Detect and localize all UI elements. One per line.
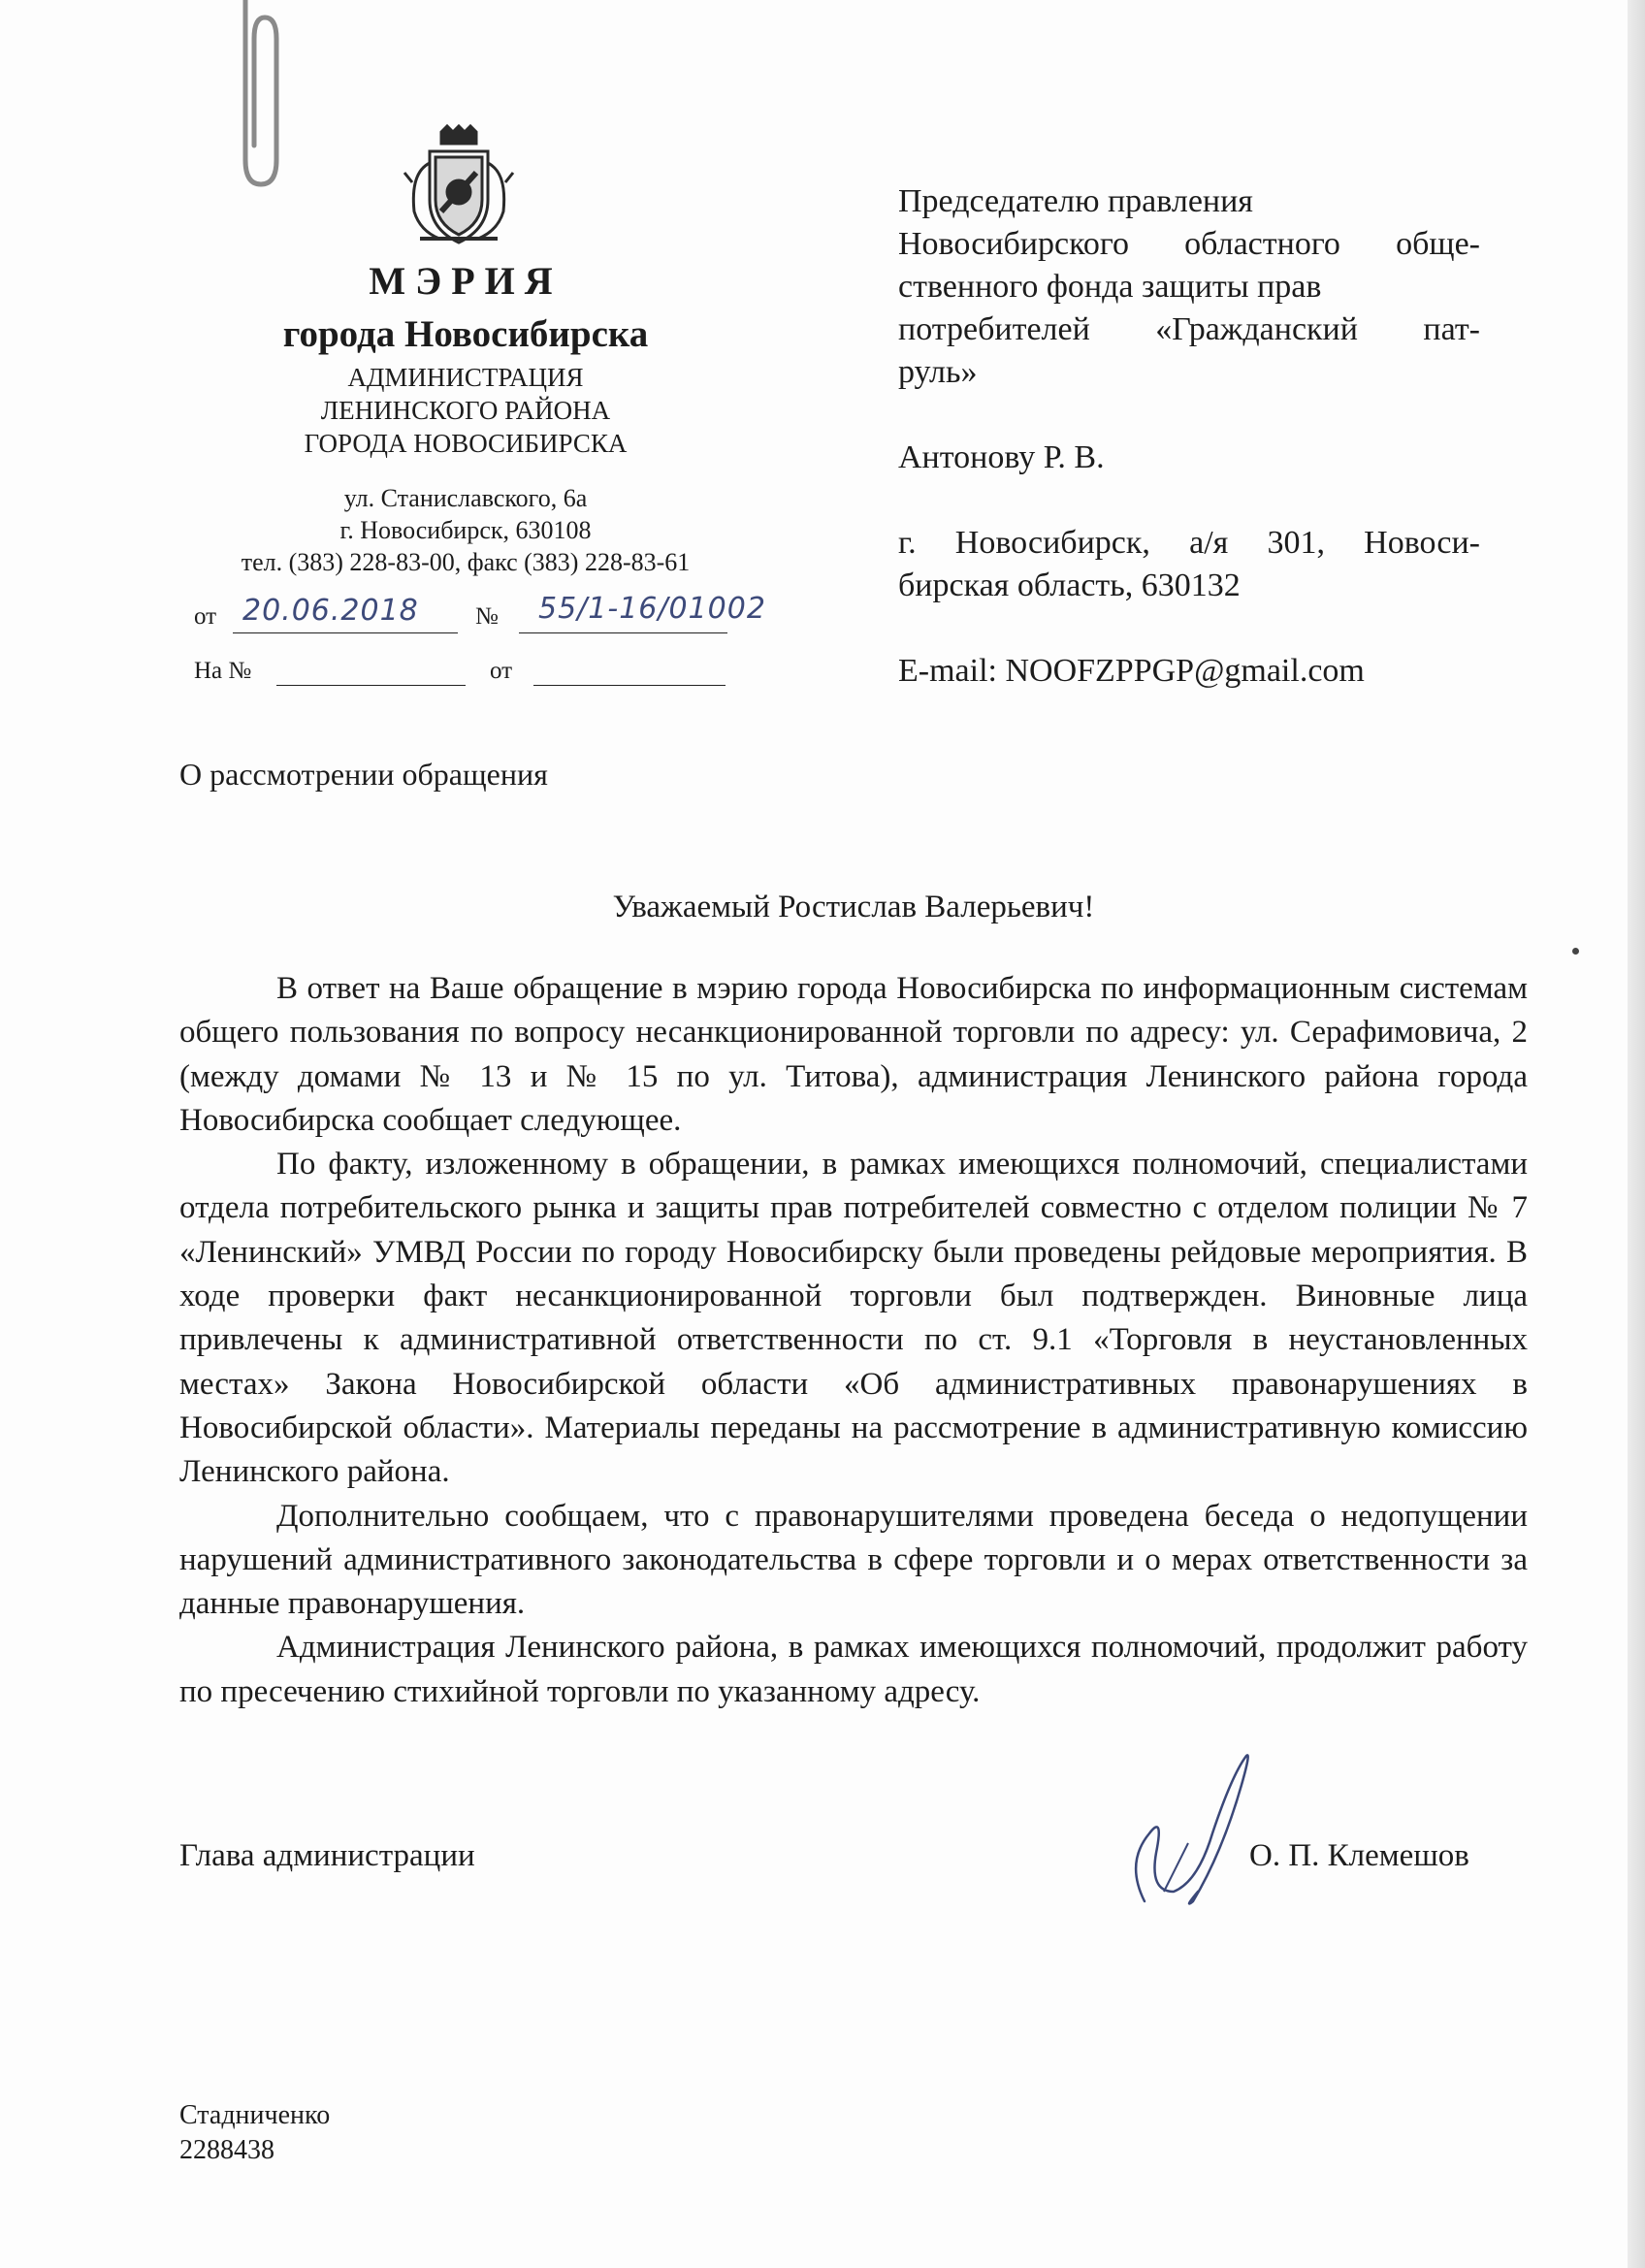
address-line: г. Новосибирск, 630108 [339, 516, 592, 544]
executor-block [179, 2098, 330, 2168]
date-blank [233, 632, 458, 633]
recipient-email: E-mail: NOOFZPPGP@gmail.com [898, 653, 1365, 689]
recipient-address-line: г. Новосибирск, а/я 301, Новоси- [898, 525, 1480, 561]
letter-body [179, 967, 1528, 1714]
number-label: № [475, 603, 499, 630]
number-blank [519, 632, 727, 633]
reply-date-blank [533, 685, 726, 686]
body-paragraph: Администрация Ленинского района, в рамках имеющихся полномочий, продолжит работу по пресечению стихийной торговли по указанному адресу. [179, 1630, 1528, 1709]
reply-date-label: от [490, 658, 513, 684]
greeting: Уважаемый Ростислав Валерьевич! [612, 890, 1095, 924]
signatory-name: О. П. Клемешов [1249, 1838, 1469, 1873]
signatory-title: Глава администрации [179, 1838, 475, 1873]
reply-number-blank [276, 685, 466, 686]
executor-phone: 2288438 [179, 2135, 274, 2165]
recipient-line: руль» [898, 354, 978, 390]
handwritten-signature [1106, 1746, 1280, 1911]
reply-number-label: На № [194, 658, 252, 684]
recipient-address-line: бирская область, 630132 [898, 567, 1241, 603]
city-title: города Новосибирска [282, 313, 649, 355]
department-line: ЛЕНИНСКОГО РАЙОНА [320, 396, 611, 425]
sender-address [175, 482, 757, 578]
recipient-line: Новосибирского областного обще- [898, 226, 1480, 262]
recipient-line: Председателю правления [898, 183, 1253, 219]
recipient-line: потребителей «Гражданский пат- [898, 311, 1480, 347]
address-line: ул. Станиславского, 6а [343, 484, 588, 512]
handwritten-date: 20.06.2018 [242, 594, 419, 628]
handwritten-number: 55/1-16/01002 [538, 592, 766, 626]
body-paragraph: По факту, изложенному в обращении, в рамках имеющихся полномочий, специалистами отдела потребительского рынка и защиты прав потребителей совместно с отделом полиции № 7 «Ленинский» УМВД России по городу Новосибирску были проведены рейдовые мероприятия. В ходе проверки факт несанкционированной торговли был подтвержден. Виновные лица привлечены к административной ответственности по ст. 9.1 «Торговля в неустановленных местах» Закона Новосибирской области «Об административных правонарушениях в Новосибирской области». Материалы переданы на рассмотрение в административную комиссию Ленинского района. [179, 1147, 1528, 1490]
recipient-block [898, 180, 1480, 693]
coat-of-arms-icon [401, 124, 517, 250]
body-paragraph: В ответ на Ваше обращение в мэрию города Новосибирска по информационным системам общего пользования по вопросу несанкционированной торговли по адресу: ул. Серафимовича, 2 (между домами № 13 и № 15 по ул. Титова), администрация Ленинского района города Новосибирска сообщает следующее. [179, 971, 1528, 1138]
organization-title: МЭРИЯ [369, 259, 563, 303]
letter-subject: О рассмотрении обращения [179, 757, 548, 792]
date-label: от [194, 603, 217, 630]
recipient-name: Антонову Р. В. [898, 439, 1105, 475]
body-paragraph: Дополнительно сообщаем, что с правонарушителями проведена беседа о недопущении нарушений административного законодательства в сфере торговли и о мерах ответственности за данные правонарушения. [179, 1498, 1528, 1622]
recipient-line: ственного фонда защиты прав [898, 269, 1322, 305]
address-line: тел. (383) 228-83-00, факс (383) 228-83-61 [241, 548, 691, 576]
paper-clip-icon [228, 0, 286, 194]
executor-name: Стадниченко [179, 2100, 331, 2130]
department-line: АДМИНИСТРАЦИЯ [347, 363, 584, 392]
ink-dot [1572, 948, 1579, 955]
page-edge-shadow [1628, 0, 1645, 2268]
department-block [175, 361, 757, 460]
department-line: ГОРОДА НОВОСИБИРСКА [304, 429, 628, 458]
